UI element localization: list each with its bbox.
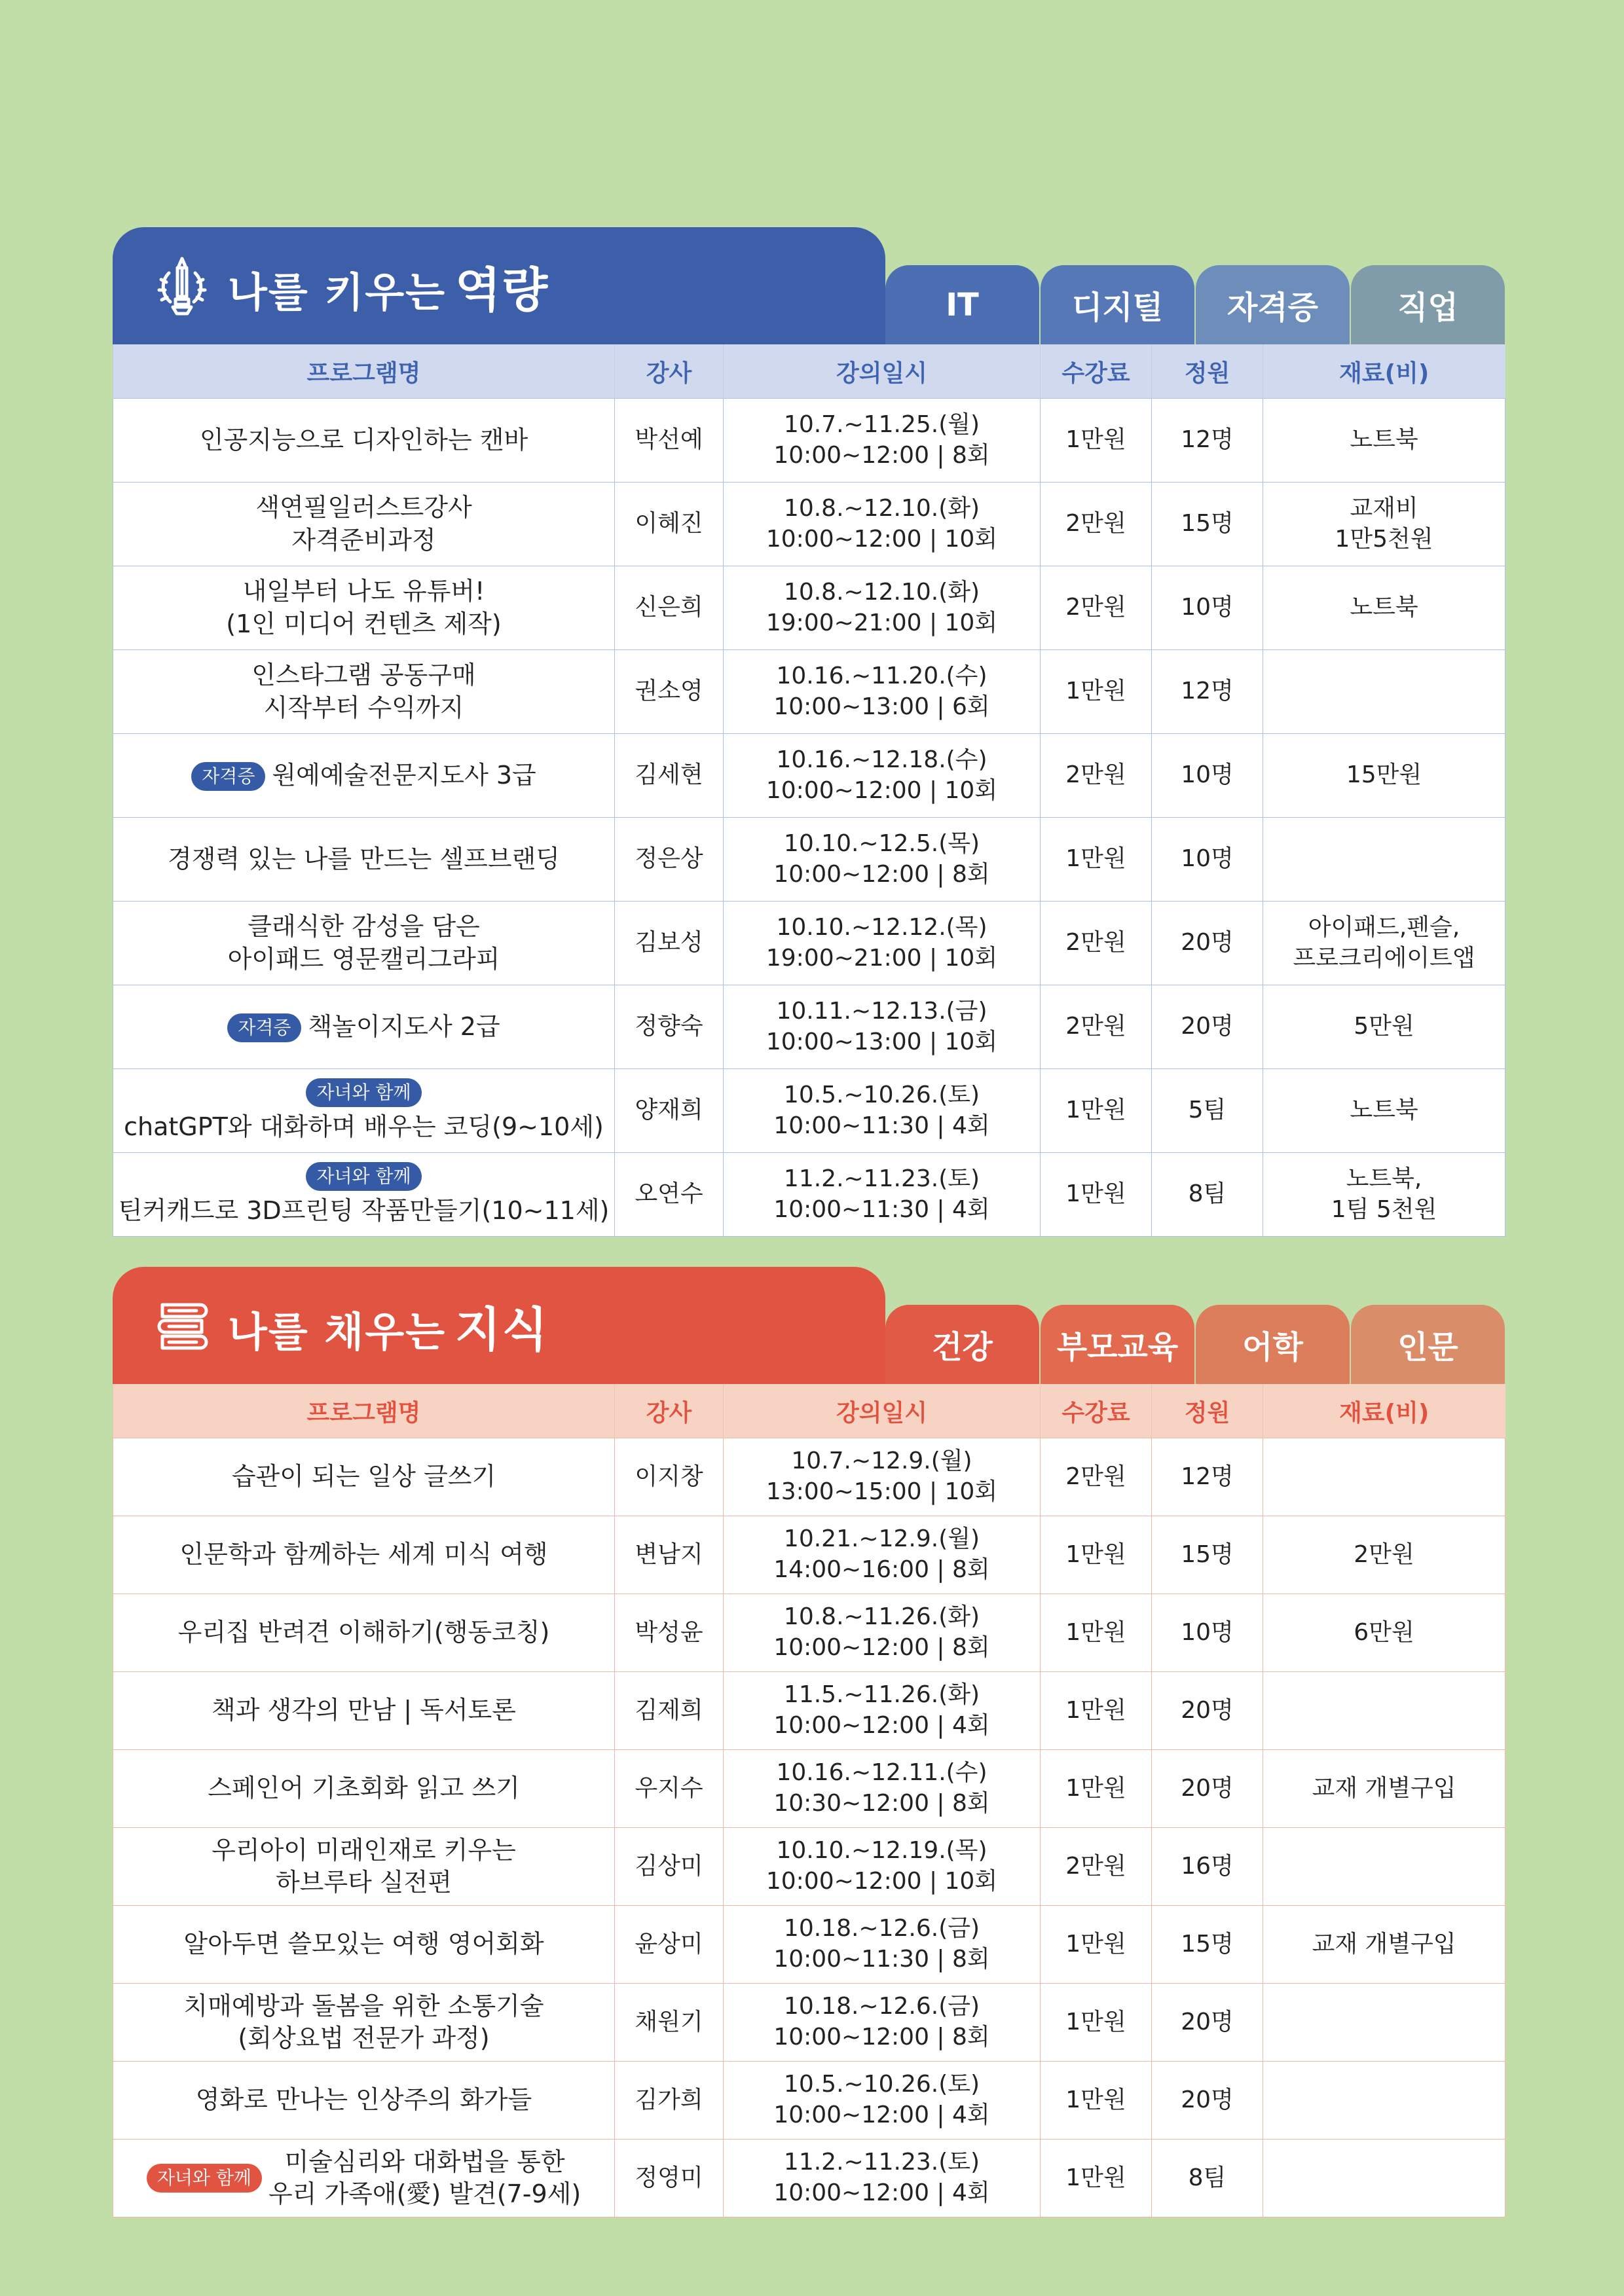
program-name-cell [113,2140,615,2217]
fee-cell: 1만원 [1041,1984,1152,2062]
capacity-cell: 12명 [1152,399,1263,483]
program-name: 우리집 반려견 이해하기(행동코칭) [177,1618,550,1647]
fee-cell: 2만원 [1041,734,1152,818]
table-row [113,1438,1505,1516]
program-name: 인문학과 함께하는 세계 미식 여행 [179,1540,548,1569]
table-row [113,902,1505,985]
material-cell [1263,1984,1505,2062]
material-cell: 교재 개별구입 [1263,1906,1505,1984]
capacity-cell: 5팀 [1152,1069,1263,1153]
program-name: 알아두면 쓸모있는 여행 영어회화 [183,1929,544,1959]
schedule-cell: 10.8.~12.10.(화) 10:00~12:00 | 10회 [724,483,1041,566]
section-header [113,1267,1505,1384]
program-badge: 자격증 [191,762,265,791]
header-schedule: 강의일시 [724,344,1041,399]
header-capacity: 정원 [1152,1384,1263,1438]
program-name-cell [113,1153,615,1237]
table-row [113,1984,1505,2062]
table-row [113,1516,1505,1594]
table-row [113,1750,1505,1828]
teacher-cell: 우지수 [615,1750,724,1828]
capacity-cell: 20명 [1152,985,1263,1069]
table-row [113,734,1505,818]
program-name-cell [113,1672,615,1750]
capacity-cell: 10명 [1152,818,1263,902]
material-cell: 교재 개별구입 [1263,1750,1505,1828]
teacher-cell: 정은상 [615,818,724,902]
fee-cell: 2만원 [1041,1438,1152,1516]
capacity-cell: 16명 [1152,1828,1263,1906]
fee-cell: 2만원 [1041,483,1152,566]
fee-cell: 2만원 [1041,902,1152,985]
material-cell: 노트북 [1263,1069,1505,1153]
schedule-cell: 10.11.~12.13.(금) 10:00~13:00 | 10회 [724,985,1041,1069]
fee-cell: 1만원 [1041,2140,1152,2217]
program-name-cell [113,1750,615,1828]
program-name: 습관이 되는 일상 글쓰기 [231,1462,496,1491]
schedule-cell: 10.10.~12.12.(목) 19:00~21:00 | 10회 [724,902,1041,985]
teacher-cell: 권소영 [615,650,724,734]
material-cell: 노트북, 1팀 5천원 [1263,1153,1505,1237]
schedule-cell: 10.5.~10.26.(토) 10:00~12:00 | 4회 [724,2062,1041,2140]
schedule-cell: 10.16.~12.11.(수) 10:30~12:00 | 8회 [724,1750,1041,1828]
fee-cell: 1만원 [1041,1153,1152,1237]
header-schedule: 강의일시 [724,1384,1041,1438]
table-row [113,2062,1505,2140]
capacity-cell: 20명 [1152,902,1263,985]
teacher-cell: 박성윤 [615,1594,724,1672]
program-name: 인공지능으로 디자인하는 캔바 [199,425,528,454]
table-row [113,2140,1505,2217]
material-cell [1263,1828,1505,1906]
schedule-cell: 10.8.~12.10.(화) 19:00~21:00 | 10회 [724,566,1041,650]
category-tab[interactable]: 건강 [885,1305,1039,1384]
program-badge: 자격증 [227,1013,301,1042]
teacher-cell: 윤상미 [615,1906,724,1984]
material-cell [1263,1438,1505,1516]
program-name: 클래식한 감성을 담은 아이패드 영문캘리그라피 [227,912,500,974]
fee-cell: 1만원 [1041,650,1152,734]
capacity-cell: 20명 [1152,2062,1263,2140]
program-name-cell [113,734,615,818]
category-tab[interactable]: 자격증 [1196,265,1350,344]
schedule-cell: 10.7.~12.9.(월) 13:00~15:00 | 10회 [724,1438,1041,1516]
program-name-cell [113,650,615,734]
header-fee: 수강료 [1041,344,1152,399]
table-row [113,650,1505,734]
material-cell [1263,2062,1505,2140]
fee-cell: 2만원 [1041,1828,1152,1906]
header-program-name: 프로그램명 [113,1384,615,1438]
fee-cell: 2만원 [1041,985,1152,1069]
program-name: 내일부터 나도 유튜버! (1인 미디어 컨텐츠 제작) [226,577,502,638]
table-row [113,399,1505,483]
capacity-cell: 12명 [1152,1438,1263,1516]
section-capability [113,227,1505,1237]
program-name: chatGPT와 대화하며 배우는 코딩(9~10세) [124,1112,604,1141]
program-name-cell [113,2062,615,2140]
header-material: 재료(비) [1263,1384,1505,1438]
table-header-row [113,1384,1505,1438]
program-badge: 자녀와 함께 [306,1078,421,1107]
schedule-cell: 10.8.~11.26.(화) 10:00~12:00 | 8회 [724,1594,1041,1672]
program-name: 치매예방과 돌봄을 위한 소통기술 (회상요법 전문가 과정) [183,1991,544,2052]
table-row [113,1828,1505,1906]
teacher-cell: 김상미 [615,1828,724,1906]
capacity-cell: 15명 [1152,1906,1263,1984]
fee-cell: 1만원 [1041,1516,1152,1594]
header-teacher: 강사 [615,344,724,399]
program-name-cell [113,902,615,985]
material-cell: 아이패드,펜슬, 프로크리에이트앱 [1263,902,1505,985]
program-name: 인스타그램 공동구매 시작부터 수익까지 [251,661,476,722]
schedule-cell: 10.5.~10.26.(토) 10:00~11:30 | 4회 [724,1069,1041,1153]
schedule-cell: 11.5.~11.26.(화) 10:00~12:00 | 4회 [724,1672,1041,1750]
section-title: 나를 채우는 지식 [228,1302,549,1357]
material-cell: 노트북 [1263,566,1505,650]
teacher-cell: 김가희 [615,2062,724,2140]
capacity-cell: 15명 [1152,483,1263,566]
table-row [113,483,1505,566]
program-name: 미술심리와 대화법을 통한 우리 가족애(愛) 발견(7-9세) [268,2147,581,2208]
teacher-cell: 김세현 [615,734,724,818]
category-tab[interactable]: IT [885,265,1039,344]
table-row [113,1594,1505,1672]
schedule-cell: 10.16.~12.18.(수) 10:00~12:00 | 10회 [724,734,1041,818]
schedule-cell: 10.10.~12.19.(목) 10:00~12:00 | 10회 [724,1828,1041,1906]
category-tab[interactable]: 인문 [1351,1305,1505,1384]
capacity-cell: 20명 [1152,1750,1263,1828]
program-table [113,1384,1505,2217]
header-fee: 수강료 [1041,1384,1152,1438]
program-name-cell [113,1984,615,2062]
teacher-cell: 김보성 [615,902,724,985]
table-row [113,1906,1505,1984]
capacity-cell: 10명 [1152,1594,1263,1672]
program-name: 색연필일러스트강사 자격준비과정 [255,493,472,555]
program-name-cell [113,1516,615,1594]
header-teacher: 강사 [615,1384,724,1438]
program-table [113,344,1505,1237]
category-tab[interactable]: 어학 [1196,1305,1350,1384]
material-cell [1263,2140,1505,2217]
header-capacity: 정원 [1152,344,1263,399]
teacher-cell: 채원기 [615,1984,724,2062]
section-header [113,227,1505,344]
header-material: 재료(비) [1263,344,1505,399]
table-row [113,1069,1505,1153]
category-tab[interactable]: 직업 [1351,265,1505,344]
fee-cell: 1만원 [1041,1594,1152,1672]
capacity-cell: 20명 [1152,1984,1263,2062]
program-name-cell [113,1069,615,1153]
teacher-cell: 박선예 [615,399,724,483]
fee-cell: 1만원 [1041,1906,1152,1984]
program-name-cell [113,566,615,650]
program-name: 영화로 만나는 인상주의 화가들 [195,2085,532,2115]
teacher-cell: 이혜진 [615,483,724,566]
schedule-cell: 10.21.~12.9.(월) 14:00~16:00 | 8회 [724,1516,1041,1594]
books-icon [149,1293,215,1358]
schedule-cell: 11.2.~11.23.(토) 10:00~11:30 | 4회 [724,1153,1041,1237]
pencil-laurel-icon [149,253,215,319]
schedule-cell: 10.10.~12.5.(목) 10:00~12:00 | 8회 [724,818,1041,902]
schedule-cell: 10.18.~12.6.(금) 10:00~12:00 | 8회 [724,1984,1041,2062]
program-name: 경쟁력 있는 나를 만드는 셀프브랜딩 [168,844,560,873]
category-tabs [885,1305,1505,1384]
section-knowledge [113,1267,1505,2217]
program-name-cell [113,399,615,483]
material-cell: 노트북 [1263,399,1505,483]
material-cell [1263,818,1505,902]
program-name: 틴커캐드로 3D프린팅 작품만들기(10~11세) [118,1195,610,1225]
program-name-cell [113,985,615,1069]
program-name: 원예예술전문지도사 3급 [272,760,536,790]
capacity-cell: 20명 [1152,1672,1263,1750]
fee-cell: 2만원 [1041,566,1152,650]
section-title-tab [113,1267,885,1384]
capacity-cell: 12명 [1152,650,1263,734]
fee-cell: 1만원 [1041,818,1152,902]
category-tab[interactable]: 부모교육 [1041,1305,1194,1384]
teacher-cell: 신은희 [615,566,724,650]
table-row [113,985,1505,1069]
fee-cell: 1만원 [1041,1750,1152,1828]
material-cell: 2만원 [1263,1516,1505,1594]
program-name-cell [113,483,615,566]
program-name-cell [113,1438,615,1516]
material-cell [1263,1672,1505,1750]
table-row [113,1153,1505,1237]
material-cell: 15만원 [1263,734,1505,818]
capacity-cell: 10명 [1152,566,1263,650]
teacher-cell: 양재희 [615,1069,724,1153]
material-cell [1263,650,1505,734]
header-program-name: 프로그램명 [113,344,615,399]
program-name-cell [113,1828,615,1906]
teacher-cell: 정향숙 [615,985,724,1069]
program-badge: 자녀와 함께 [147,2164,262,2193]
schedule-cell: 10.16.~11.20.(수) 10:00~13:00 | 6회 [724,650,1041,734]
material-cell: 교재비 1만5천원 [1263,483,1505,566]
schedule-cell: 10.7.~11.25.(월) 10:00~12:00 | 8회 [724,399,1041,483]
program-name-cell [113,818,615,902]
program-name: 스페인어 기초회화 읽고 쓰기 [208,1774,520,1803]
teacher-cell: 김제희 [615,1672,724,1750]
table-row [113,1672,1505,1750]
program-name: 책과 생각의 만남 | 독서토론 [212,1696,516,1725]
program-name-cell [113,1906,615,1984]
teacher-cell: 정영미 [615,2140,724,2217]
table-row [113,818,1505,902]
schedule-cell: 10.18.~12.6.(금) 10:00~11:30 | 8회 [724,1906,1041,1984]
teacher-cell: 이지창 [615,1438,724,1516]
teacher-cell: 오연수 [615,1153,724,1237]
fee-cell: 1만원 [1041,1069,1152,1153]
material-cell: 6만원 [1263,1594,1505,1672]
program-name: 책놀이지도사 2급 [308,1011,500,1041]
capacity-cell: 8팀 [1152,1153,1263,1237]
capacity-cell: 10명 [1152,734,1263,818]
fee-cell: 1만원 [1041,399,1152,483]
program-badge: 자녀와 함께 [306,1162,421,1191]
table-row [113,566,1505,650]
section-title-tab [113,227,885,344]
program-name: 우리아이 미래인재로 키우는 하브루타 실전편 [212,1835,516,1897]
fee-cell: 1만원 [1041,1672,1152,1750]
category-tab[interactable]: 디지털 [1041,265,1194,344]
program-name-cell [113,1594,615,1672]
table-header-row [113,344,1505,399]
material-cell: 5만원 [1263,985,1505,1069]
fee-cell: 1만원 [1041,2062,1152,2140]
section-title: 나를 키우는 역량 [228,262,549,318]
schedule-cell: 11.2.~11.23.(토) 10:00~12:00 | 4회 [724,2140,1041,2217]
category-tabs [885,265,1505,344]
capacity-cell: 8팀 [1152,2140,1263,2217]
teacher-cell: 변남지 [615,1516,724,1594]
capacity-cell: 15명 [1152,1516,1263,1594]
